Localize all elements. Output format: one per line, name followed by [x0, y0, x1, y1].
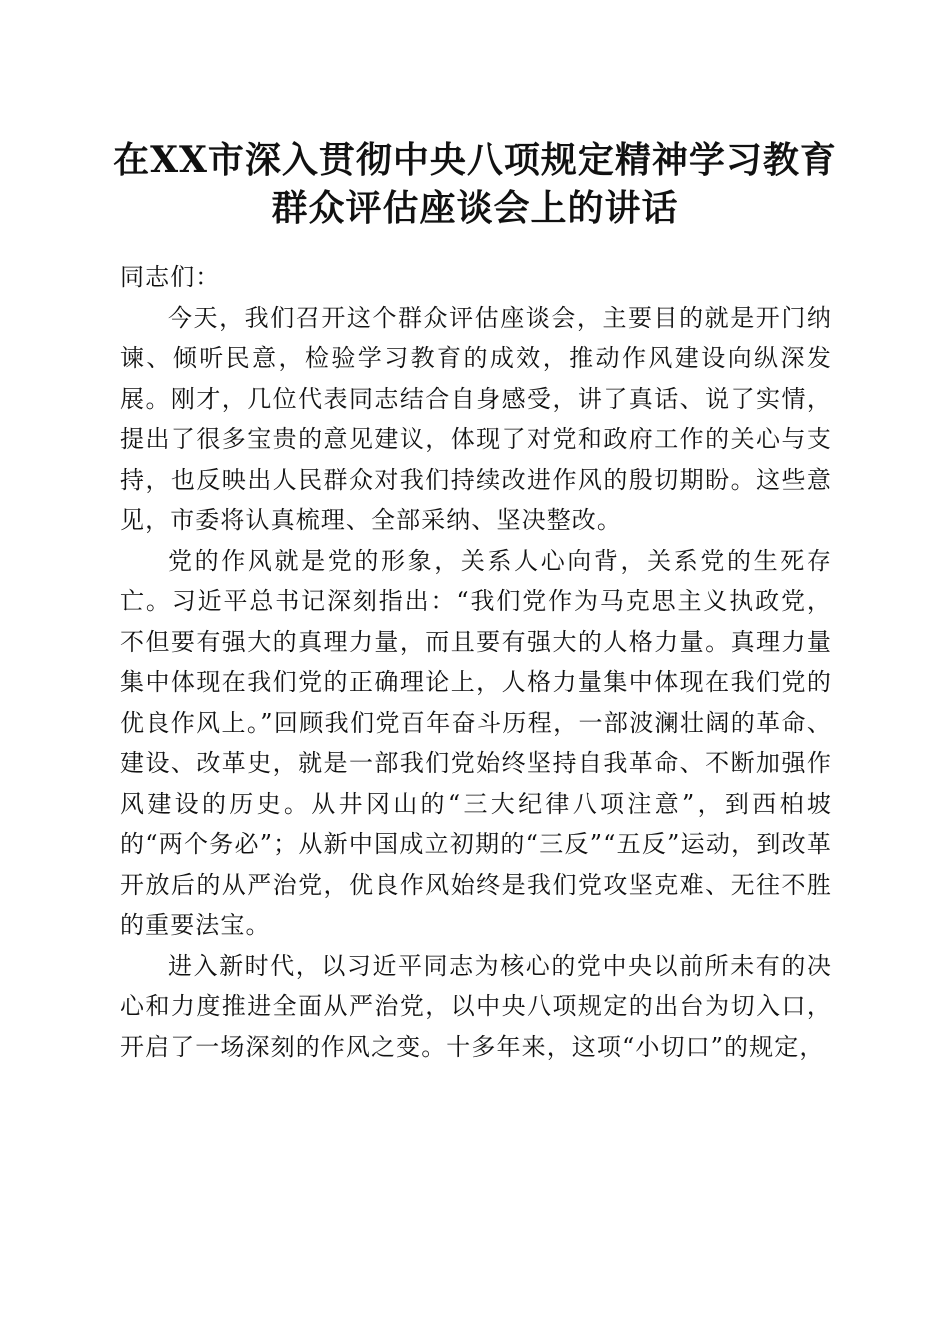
paragraph-1: 今天，我们召开这个群众评估座谈会，主要目的就是开门纳谏、倾听民意，检验学习教育的成效，推动作风建设向纵深发展。刚才，几位代表同志结合自身感受，讲了真话、说了实情，提出了很多宝贵的意见建议，体现了对党和政府工作的关心与支持，也反映出人民群众对我们持续改进作风的殷切期盼。这些意见，市委将认真梳理、全部采纳、坚决整改。 — [120, 303, 832, 534]
title-line-1: 在XX市深入贯彻中央八项规定精神学习教育 — [113, 139, 837, 181]
document-body — [120, 257, 832, 1067]
title-line-2: 群众评估座谈会上的讲话 — [271, 187, 679, 229]
paragraph-3: 进入新时代，以习近平同志为核心的党中央以前所未有的决心和力度推进全面从严治党，以中央八项规定的出台为切入口，开启了一场深刻的作风之变。十多年来，这项“小切口”的规定， — [120, 951, 832, 1061]
salutation: 同志们： — [120, 263, 221, 291]
document-title — [100, 136, 850, 232]
paragraph-2: 党的作风就是党的形象，关系人心向背，关系党的生死存亡。习近平总书记深刻指出：“我们党作为马克思主义执政党，不但要有强大的真理力量，而且要有强大的人格力量。真理力量集中体现在我们党的正确理论上，人格力量集中体现在我们党的优良作风上。”回顾我们党百年奋斗历程，一部波澜壮阔的革命、建设、改革史，就是一部我们党始终坚持自我革命、不断加强作风建设的历史。从井冈山的“三大纪律八项注意”，到西柏坡的“两个务必”；从新中国成立初期的“三反”“五反”运动，到改革开放后的从严治党，优良作风始终是我们党攻坚克难、无往不胜的重要法宝。 — [120, 546, 832, 939]
